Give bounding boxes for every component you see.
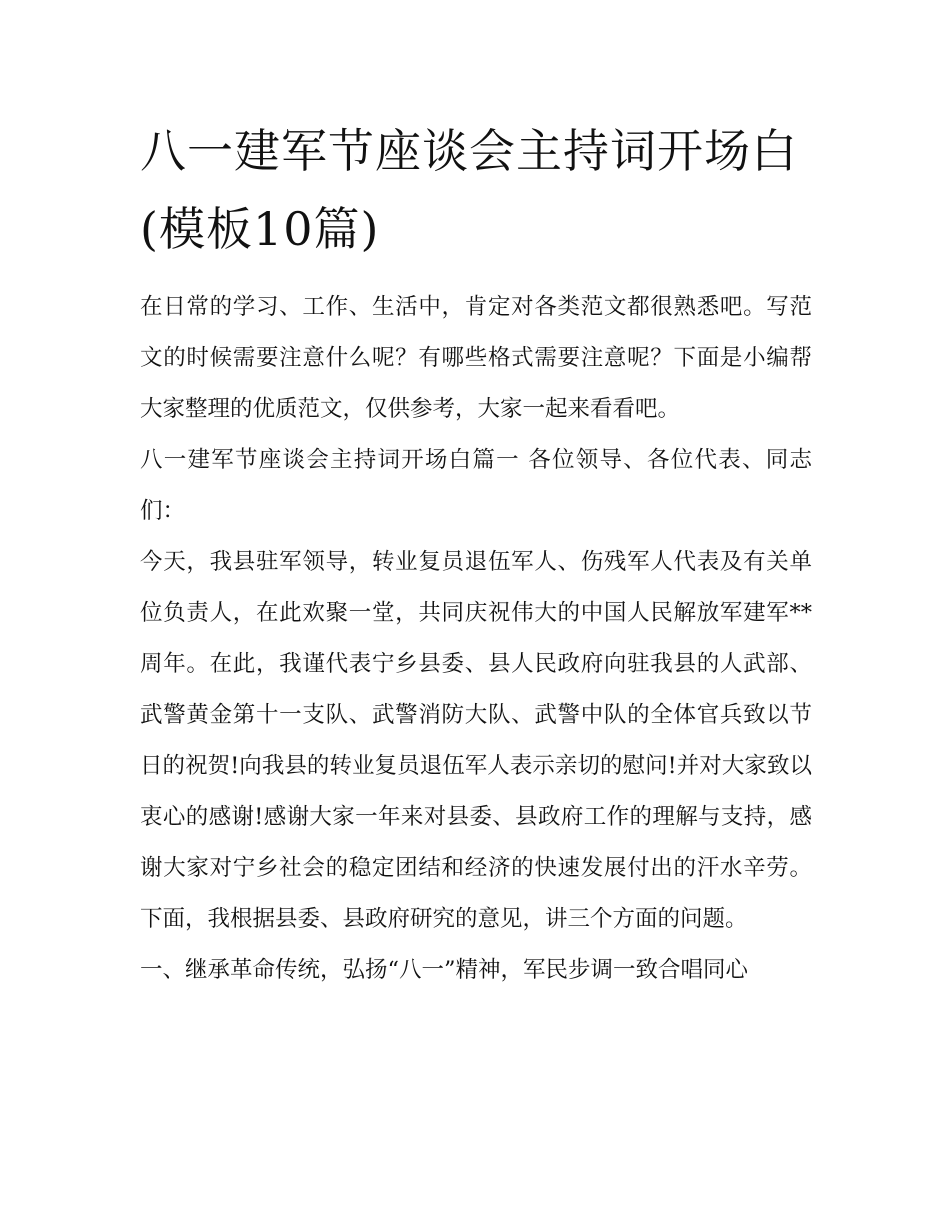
document-title: 八一建军节座谈会主持词开场白(模板10篇) xyxy=(140,124,798,256)
subheading-paragraph: 一、继承革命传统，弘扬“八一”精神，军民步调一致合唱同心 xyxy=(140,957,749,983)
document-body xyxy=(140,112,812,996)
intro-paragraph: 在日常的学习、工作、生活中，肯定对各类范文都很熟悉吧。写范文的时候需要注意什么呢？有哪些格式需要注意呢？下面是小编帮大家整理的优质范文，仅供参考，大家一起来看看吧。 xyxy=(140,294,812,422)
section-heading-paragraph: 八一建军节座谈会主持词开场白篇一 各位领导、各位代表、同志们： xyxy=(140,447,812,524)
body-paragraph: 今天，我县驻军领导，转业复员退伍军人、伤残军人代表及有关单位负责人，在此欢聚一堂，共同庆祝伟大的中国人民解放军建军**周年。在此，我谨代表宁乡县委、县人民政府向驻我县的人武部、武警黄金第十一支队、武警消防大队、武警中队的全体官兵致以节日的祝贺!向我县的转业复员退伍军人表示亲切的慰问!并对大家致以衷心的感谢!感谢大家一年来对县委、县政府工作的理解与支持，感谢大家对宁乡社会的稳定团结和经济的快速发展付出的汗水辛劳。下面，我根据县委、县政府研究的意见，讲三个方面的问题。 xyxy=(140,549,812,932)
